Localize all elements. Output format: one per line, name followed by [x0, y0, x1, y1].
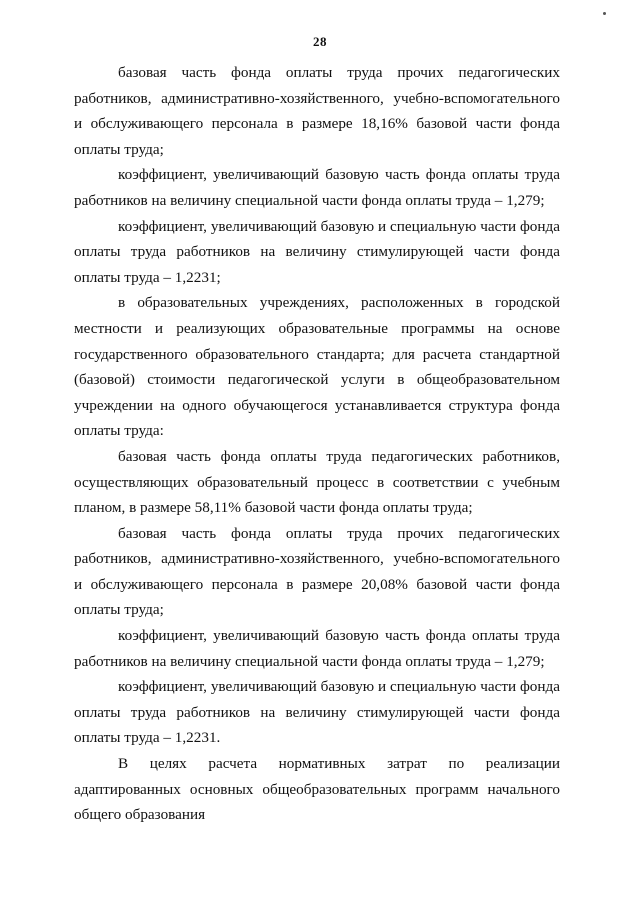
paragraph-6: базовая часть фонда оплаты труда прочих педагогических работников, административно-хозяйственного, учебно-вспомогательного и обслуживающего персонала в размере 20,08% базовой части фонда оплаты труда; — [74, 524, 560, 619]
document-body — [74, 60, 560, 828]
paragraph-8: коэффициент, увеличивающий базовую и специальную части фонда оплаты труда работников на величину стимулирующей части фонда оплаты труда – 1,2231. — [74, 678, 560, 747]
paragraph-3: коэффициент, увеличивающий базовую и специальную части фонда оплаты труда работников на величину стимулирующей части фонда оплаты труда – 1,2231; — [74, 217, 560, 286]
paragraph-2: коэффициент, увеличивающий базовую часть фонда оплаты труда работников на величину специальной части фонда оплаты труда – 1,279; — [74, 166, 560, 209]
scan-speck — [603, 12, 606, 15]
paragraph-1: базовая часть фонда оплаты труда прочих педагогических работников, административно-хозяйственного, учебно-вспомогательного и обслуживающего персонала в размере 18,16% базовой части фонда оплаты труда; — [74, 64, 560, 158]
paragraph-7: коэффициент, увеличивающий базовую часть фонда оплаты труда работников на величину специальной части фонда оплаты труда – 1,279; — [74, 627, 560, 670]
page-number: 28 — [313, 34, 327, 49]
paragraph-5: базовая часть фонда оплаты труда педагогических работников, осуществляющих образовательный процесс в соответствии с учебным планом, в размере 58,11% базовой части фонда оплаты труда; — [74, 447, 560, 517]
paragraph-9: В целях расчета нормативных затрат по реализации адаптированных основных общеобразовательных программ начального общего образования — [74, 755, 560, 824]
paragraph-4: в образовательных учреждениях, расположенных в городской местности и реализующих образовательные программы на основе государственного образовательного стандарта; для расчета стандартной (базовой) стоимости педагогической услуги в общеобразовательном учреждении на одного обучающегося устанавливается структура фонда оплаты труда: — [74, 294, 560, 440]
